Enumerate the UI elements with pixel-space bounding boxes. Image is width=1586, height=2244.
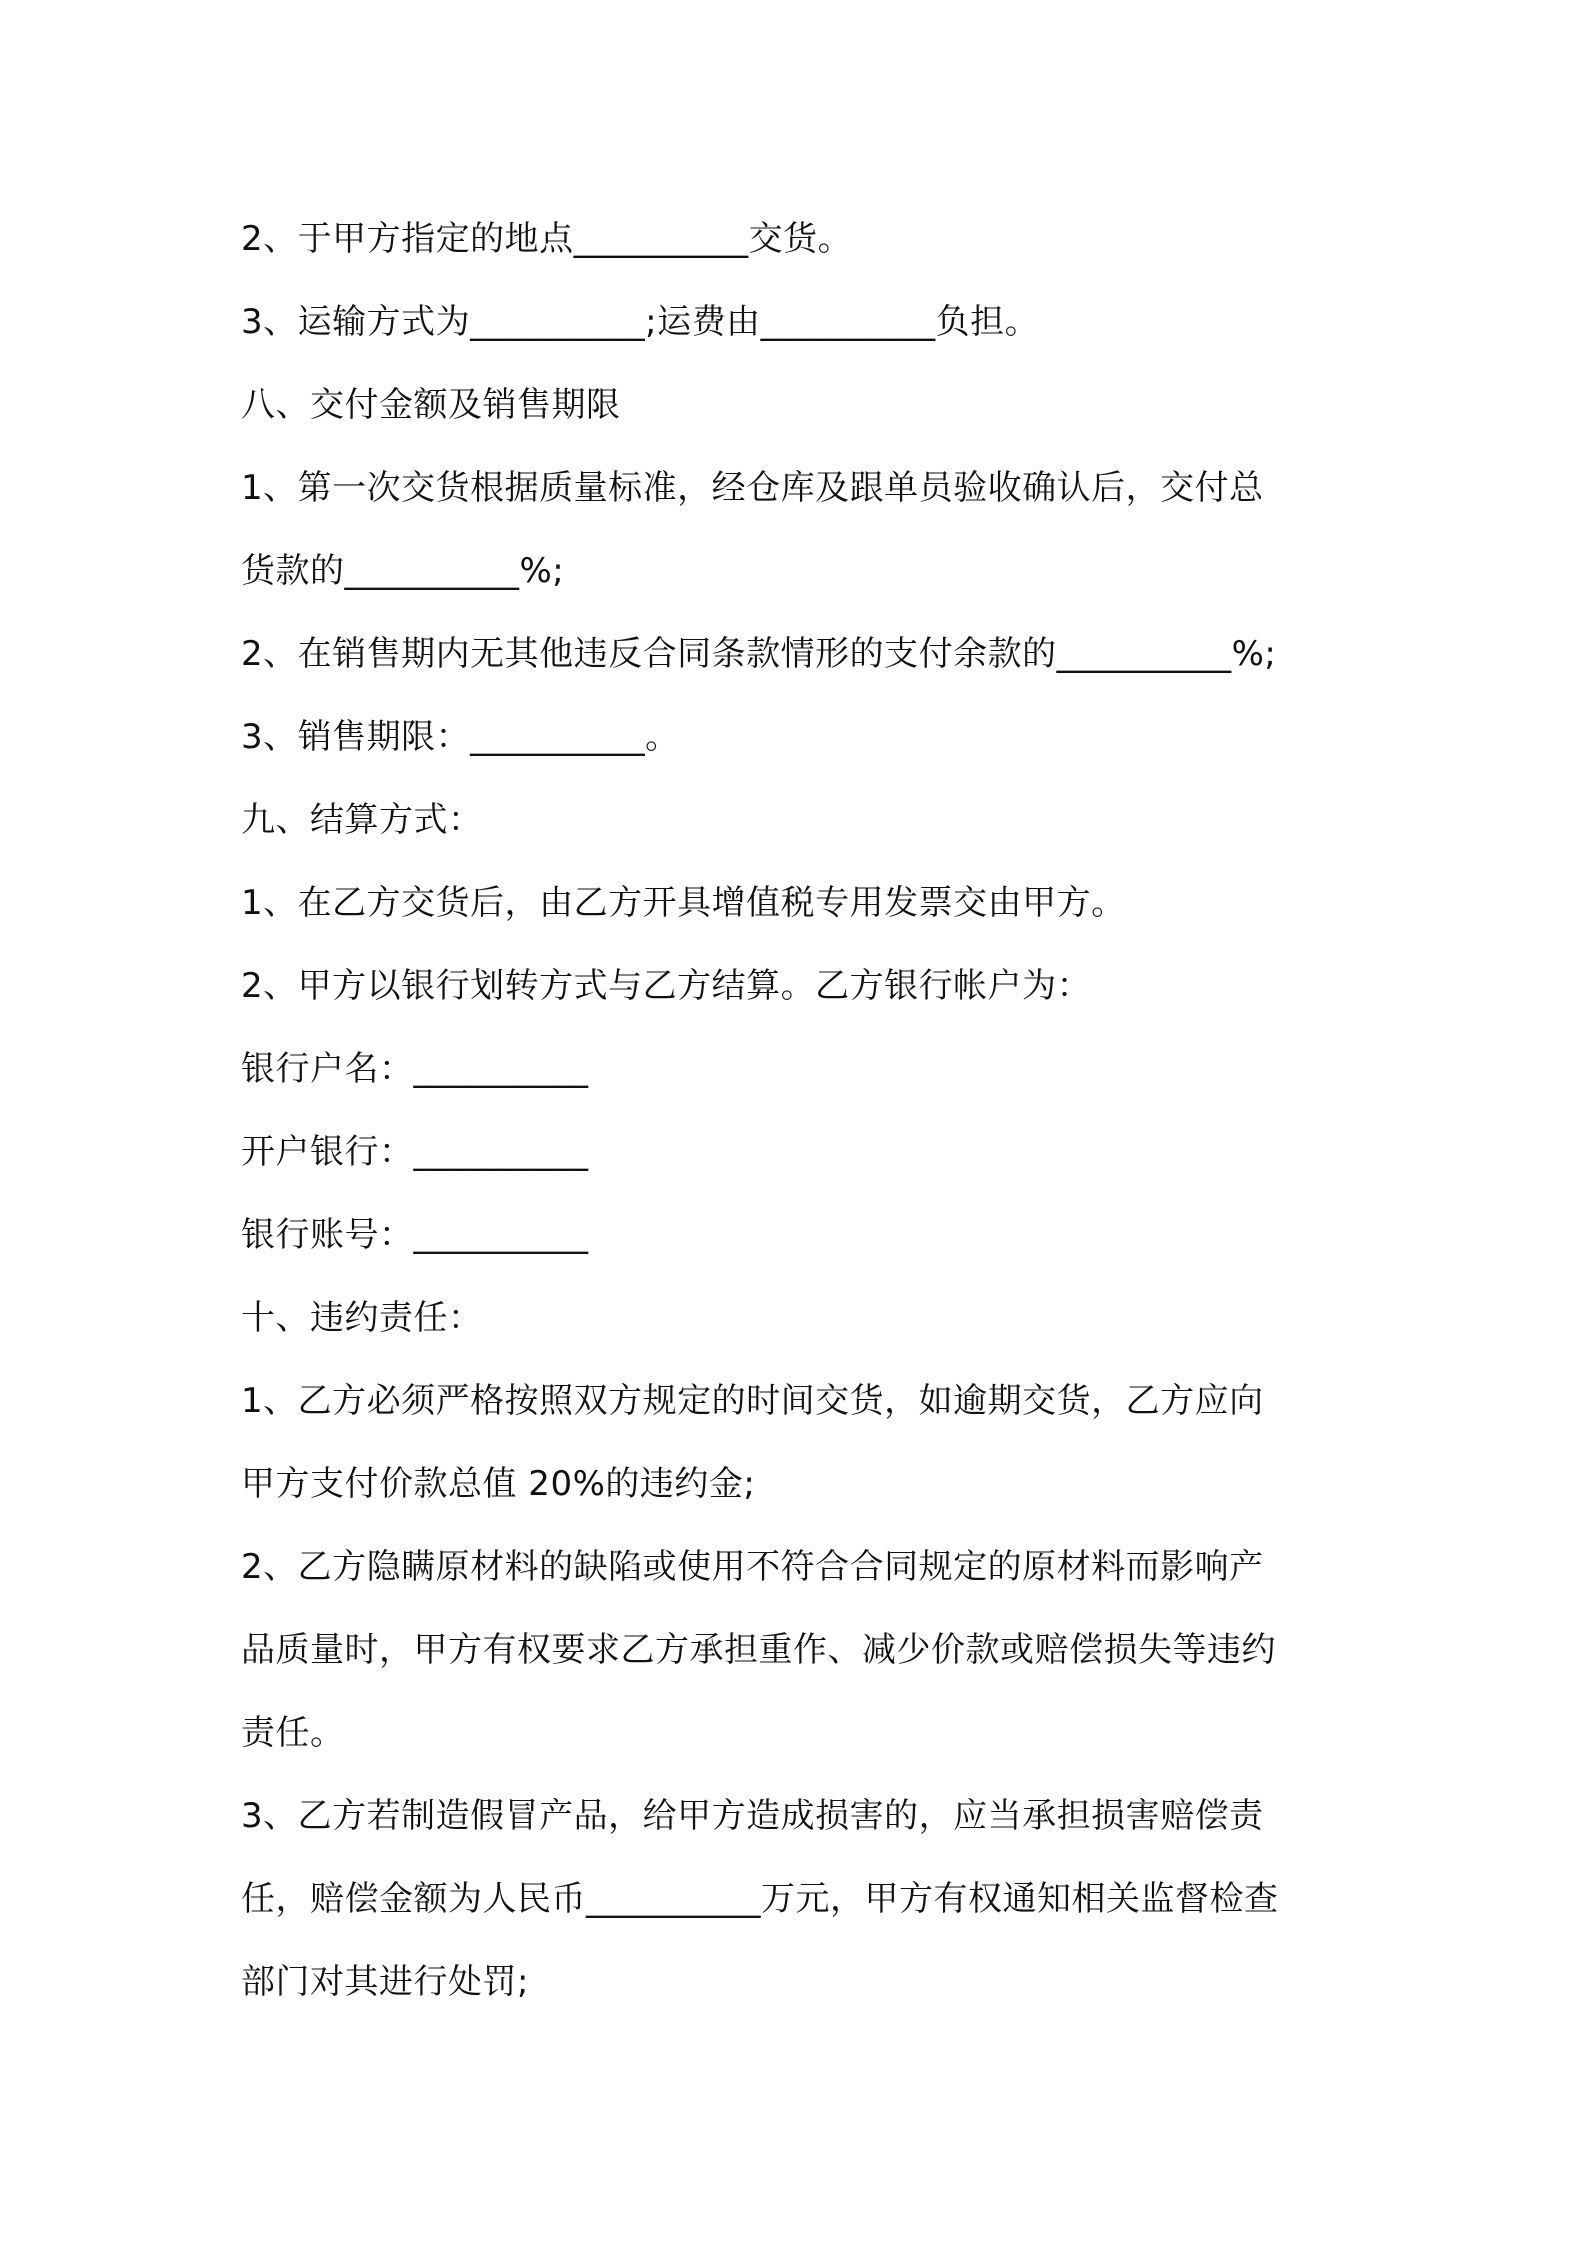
section-heading: 十、违约责任：: [241, 1298, 483, 1338]
text-line: 1、在乙方交货后，由乙方开具增值税专用发票交由甲方。: [241, 883, 1126, 923]
text-line: 任，赔偿金额为人民币__________万元，甲方有权通知相关监督检查: [241, 1879, 1279, 1919]
text-line: 1、乙方必须严格按照双方规定的时间交货，如逾期交货，乙方应向: [241, 1381, 1264, 1421]
document-body: [241, 198, 1361, 2024]
text-line: 部门对其进行处罚;: [241, 1962, 529, 2002]
text-line: 甲方支付价款总值 20%的违约金;: [241, 1464, 756, 1504]
text-line: 3、乙方若制造假冒产品，给甲方造成损害的，应当承担损害赔偿责: [241, 1796, 1264, 1836]
text-line: 3、销售期限：__________。: [241, 717, 680, 757]
text-line: 3、运输方式为__________;运费由__________负担。: [241, 302, 1040, 342]
text-line: 2、甲方以银行划转方式与乙方结算。乙方银行帐户为：: [241, 966, 1092, 1006]
text-line: 2、在销售期内无其他违反合同条款情形的支付余款的__________%;: [241, 634, 1277, 674]
text-line: 银行账号：__________: [241, 1215, 589, 1255]
text-line: 开户银行：__________: [241, 1132, 589, 1172]
text-line: 货款的__________%;: [241, 551, 565, 591]
text-line: 银行户名：__________: [241, 1049, 589, 1089]
text-line: 责任。: [241, 1713, 345, 1753]
text-line: 1、第一次交货根据质量标准，经仓库及跟单员验收确认后，交付总: [241, 468, 1264, 508]
text-line: 2、乙方隐瞒原材料的缺陷或使用不符合合同规定的原材料而影响产: [241, 1547, 1264, 1587]
section-heading: 九、结算方式：: [241, 800, 483, 840]
text-line: 品质量时，甲方有权要求乙方承担重作、减少价款或赔偿损失等违约: [241, 1630, 1276, 1670]
section-heading: 八、交付金额及销售期限: [241, 385, 621, 425]
text-line: 2、于甲方指定的地点__________交货。: [241, 219, 853, 259]
